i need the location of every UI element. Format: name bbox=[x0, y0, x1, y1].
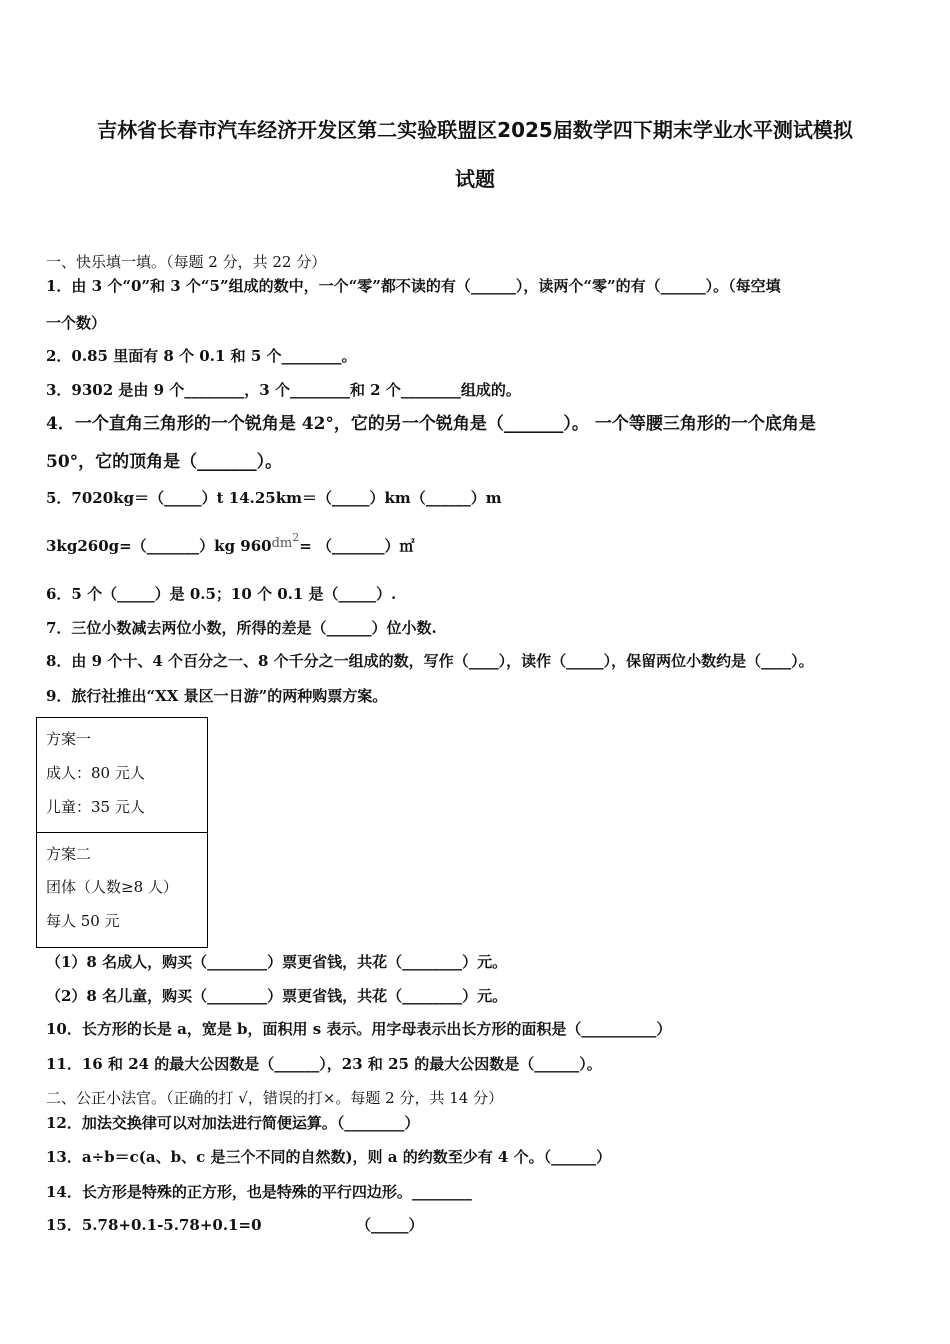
question-4-line1: 4．一个直角三角形的一个锐角是 42°，它的另一个锐角是（_______）。 一个等腰三角形的一个底角是 bbox=[46, 414, 816, 434]
plan-one-cell bbox=[37, 718, 207, 832]
question-6: 6．5 个（_____）是 0.5；10 个 0.1 是（_____）. bbox=[46, 585, 397, 603]
question-14: 14．长方形是特殊的正方形，也是特殊的平行四边形。________ bbox=[46, 1183, 472, 1201]
ticket-plans-table bbox=[36, 717, 208, 948]
page-title-line1: 吉林省长春市汽车经济开发区第二实验联盟区2025届数学四下期末学业水平测试模拟 bbox=[97, 118, 853, 142]
plan-one-title: 方案一 bbox=[46, 730, 92, 748]
question-5-line2-part-a: 3kg260g=（_______）kg 960 bbox=[46, 537, 272, 555]
question-7: 7．三位小数减去两位小数，所得的差是（______）位小数. bbox=[46, 619, 437, 637]
question-2: 2．0.85 里面有 8 个 0.1 和 5 个________。 bbox=[46, 347, 357, 365]
question-8: 8．由 9 个十、4 个百分之一、8 个千分之一组成的数，写作（____），读作（_____），保留两位小数约是（____）。 bbox=[46, 652, 814, 670]
plan-two-price: 每人 50 元 bbox=[46, 912, 120, 930]
section2-heading: 二、公正小法官。（正确的打 √，错误的打×。每题 2 分，共 14 分） bbox=[46, 1089, 504, 1107]
question-5-line2 bbox=[46, 528, 415, 556]
question-10: 10．长方形的长是 a，宽是 b，面积用 s 表示。用字母表示出长方形的面积是（__________） bbox=[46, 1020, 672, 1038]
question-15-expression: 15．5.78+0.1-5.78+0.1=0 bbox=[46, 1216, 262, 1234]
question-1-line1: 1．由 3 个“0”和 3 个“5”组成的数中，一个“零”都不读的有（______），读两个“零”的有（______）。（每空填 bbox=[46, 277, 781, 295]
question-13: 13．a÷b＝c(a、b、c 是三个不同的自然数)，则 a 的约数至少有 4 个。（______） bbox=[46, 1148, 612, 1166]
question-3: 3．9302 是由 9 个________，3 个________和 2 个________组成的。 bbox=[46, 381, 521, 399]
question-12: 12．加法交换律可以对加法进行简便运算。（________） bbox=[46, 1114, 420, 1132]
plan-two-title: 方案二 bbox=[46, 845, 92, 863]
question-15-blank: （_____） bbox=[356, 1216, 424, 1234]
section1-heading: 一、快乐填一填。（每题 2 分，共 22 分） bbox=[46, 253, 327, 271]
page-title-line2: 试题 bbox=[455, 167, 495, 191]
plan-one-adult: 成人：80 元人 bbox=[46, 764, 145, 782]
plan-two-group: 团体（人数≥8 人） bbox=[46, 878, 178, 896]
question-4-line2: 50°，它的顶角是（_______）。 bbox=[46, 452, 283, 472]
plan-one-child: 儿童：35 元人 bbox=[46, 798, 145, 816]
question-9: 9．旅行社推出“XX 景区一日游”的两种购票方案。 bbox=[46, 687, 388, 705]
dm2-unit: $dm^2$ bbox=[271, 531, 300, 551]
question-9-sub-1: （1）8 名成人，购买（________）票更省钱，共花（________）元。 bbox=[46, 953, 508, 971]
question-1-line2: 一个数） bbox=[46, 314, 107, 332]
plan-two-cell bbox=[37, 832, 207, 947]
question-11: 11．16 和 24 的最大公因数是（______），23 和 25 的最大公因数是（______）。 bbox=[46, 1055, 602, 1073]
question-9-sub-2: （2）8 名儿童，购买（________）票更省钱，共花（________）元。 bbox=[46, 987, 508, 1005]
question-5-line2-part-b: = （_______）㎡ bbox=[299, 537, 415, 555]
question-5-line1: 5．7020kg＝（_____）t 14.25km＝（_____）km（______）m bbox=[46, 489, 502, 507]
